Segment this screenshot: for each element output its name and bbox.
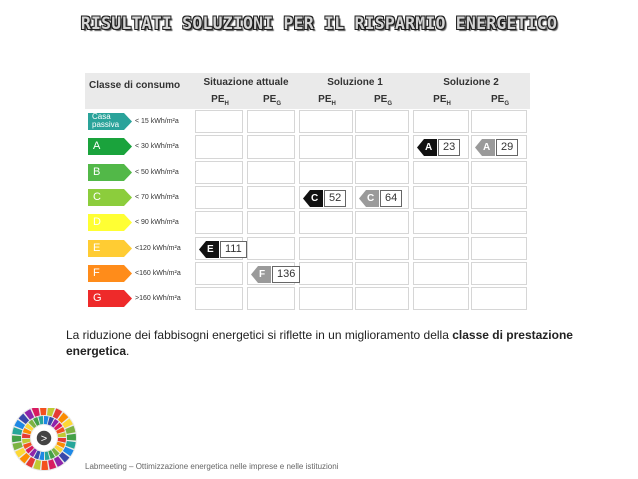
table-cell	[413, 237, 469, 260]
subheader-peh: $PE_H$	[433, 94, 451, 107]
table-cell	[299, 287, 353, 310]
class-bar	[88, 113, 132, 130]
body-paragraph	[66, 327, 626, 359]
table-cell	[355, 211, 409, 234]
subheader-peg: $PE_G$	[262, 94, 281, 107]
table-cell	[471, 110, 527, 133]
class-range: <120 kWh/m²a	[135, 244, 181, 252]
table-cell	[299, 110, 353, 133]
table-cell	[195, 262, 243, 285]
subheader-peg: $PE_G$	[490, 94, 509, 107]
marker-value: 29	[496, 139, 518, 156]
table-cell	[471, 161, 527, 184]
class-range: >160 kWh/m²a	[135, 295, 181, 303]
table-cell	[413, 161, 469, 184]
class-bar	[88, 138, 132, 155]
table-cell	[247, 211, 295, 234]
marker-class: C	[311, 192, 319, 204]
header-class: Classe di consumo	[89, 80, 181, 91]
class-range: < 70 kWh/m²a	[135, 193, 179, 201]
table-cell	[195, 135, 243, 158]
subheader-peg: $PE_G$	[373, 94, 392, 107]
class-range: < 50 kWh/m²a	[135, 168, 179, 176]
class-label: G	[93, 292, 102, 305]
energy-class-table	[85, 73, 530, 311]
table-cell	[195, 211, 243, 234]
marker-value: 136	[272, 266, 300, 283]
logo-segment	[41, 461, 48, 470]
marker-class: E	[207, 243, 214, 255]
body-text-end: .	[126, 344, 130, 358]
class-label: A	[93, 140, 101, 153]
class-marker	[417, 139, 460, 156]
table-cell	[247, 161, 295, 184]
class-bar	[88, 189, 132, 206]
class-marker	[303, 190, 346, 207]
logo-segment	[67, 434, 76, 441]
class-label: F	[93, 266, 100, 279]
class-label: D	[93, 216, 101, 229]
table-cell	[195, 110, 243, 133]
table-cell	[247, 135, 295, 158]
table-cell	[355, 287, 409, 310]
marker-class: C	[367, 192, 375, 204]
class-marker	[199, 241, 247, 258]
marker-value: 23	[438, 139, 460, 156]
table-cell	[247, 237, 295, 260]
class-label: Casa passiva	[92, 112, 120, 129]
class-marker	[251, 266, 300, 283]
table-cell	[247, 110, 295, 133]
header-group-solution1: Soluzione 1	[327, 77, 383, 88]
class-range: <160 kWh/m²a	[135, 269, 181, 277]
class-marker	[475, 139, 518, 156]
table-cell	[355, 237, 409, 260]
marker-class: A	[483, 142, 491, 154]
table-cell	[413, 262, 469, 285]
table-cell	[299, 135, 353, 158]
table-cell	[413, 287, 469, 310]
table-cell	[355, 110, 409, 133]
subheader-peh: $PE_H$	[211, 94, 229, 107]
arrow-right-icon: >	[40, 433, 48, 445]
marker-class: F	[259, 268, 266, 280]
body-text: La riduzione dei fabbisogni energetici si riflette in un miglioramento della	[66, 328, 453, 342]
table-cell	[299, 211, 353, 234]
marker-value: 52	[324, 190, 346, 207]
class-range: < 15 kWh/m²a	[135, 118, 179, 125]
class-bar	[88, 290, 132, 307]
table-cell	[355, 161, 409, 184]
table-cell	[471, 211, 527, 234]
marker-value: 111	[220, 241, 247, 258]
table-cell	[195, 161, 243, 184]
table-cell	[471, 237, 527, 260]
table-cell	[355, 262, 409, 285]
table-cell	[299, 262, 353, 285]
header-group-solution2: Soluzione 2	[443, 77, 499, 88]
table-cell	[247, 287, 295, 310]
table-cell	[413, 211, 469, 234]
table-cell	[355, 135, 409, 158]
table-cell	[471, 262, 527, 285]
class-label: E	[93, 241, 101, 254]
body-text-bold: classe di prestazione energetica	[66, 328, 573, 358]
class-bar	[88, 214, 132, 231]
class-marker	[359, 190, 402, 207]
class-bar	[88, 164, 132, 181]
footer-text: Labmeeting – Ottimizzazione energetica nelle imprese e nelle istituzioni	[85, 462, 339, 471]
logo-segment	[12, 435, 21, 442]
class-bar	[88, 265, 132, 282]
table-cell	[195, 287, 243, 310]
table-cell	[299, 161, 353, 184]
header-group-current: Situazione attuale	[203, 77, 289, 88]
class-label: B	[93, 165, 101, 178]
table-cell	[413, 186, 469, 209]
table-cell	[413, 110, 469, 133]
table-cell	[471, 287, 527, 310]
slide-title: RISULTATI SOLUZIONI PER IL RISPARMIO ENERGETICO	[80, 14, 558, 33]
class-bar	[88, 240, 132, 257]
class-range: < 90 kWh/m²a	[135, 219, 179, 227]
marker-class: A	[425, 142, 433, 154]
table-cell	[299, 237, 353, 260]
table-cell	[247, 186, 295, 209]
table-cell	[195, 186, 243, 209]
subheader-peh: $PE_H$	[318, 94, 336, 107]
marker-value: 64	[380, 190, 402, 207]
class-range: < 30 kWh/m²a	[135, 143, 179, 151]
table-cell	[471, 186, 527, 209]
class-label: C	[93, 190, 101, 203]
lab-logo	[0, 408, 88, 479]
